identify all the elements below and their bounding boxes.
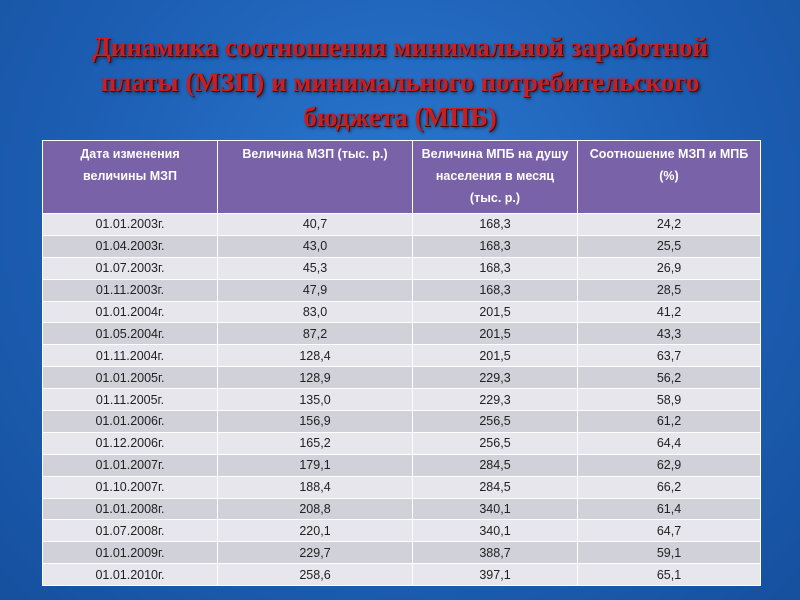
table-row xyxy=(43,279,761,301)
table-row xyxy=(43,411,761,433)
cell-mpb: 168,3 xyxy=(413,235,578,257)
cell-mpb: 168,3 xyxy=(413,214,578,236)
header-date: Дата изменения величины МЗП xyxy=(43,141,218,214)
cell-mpb: 256,5 xyxy=(413,411,578,433)
cell-mpb: 388,7 xyxy=(413,542,578,564)
cell-ratio: 64,4 xyxy=(578,432,761,454)
header-row xyxy=(43,141,761,214)
table-row xyxy=(43,345,761,367)
table-row xyxy=(43,454,761,476)
table-body xyxy=(43,214,761,586)
cell-mzp: 128,4 xyxy=(218,345,413,367)
cell-mpb: 229,3 xyxy=(413,367,578,389)
cell-mpb: 201,5 xyxy=(413,323,578,345)
table-row xyxy=(43,323,761,345)
cell-date: 01.11.2004г. xyxy=(43,345,218,367)
cell-date: 01.12.2006г. xyxy=(43,432,218,454)
cell-ratio: 63,7 xyxy=(578,345,761,367)
title-line-3: бюджета (МПБ) xyxy=(303,102,497,132)
cell-ratio: 64,7 xyxy=(578,520,761,542)
cell-date: 01.07.2003г. xyxy=(43,257,218,279)
cell-ratio: 26,9 xyxy=(578,257,761,279)
cell-mzp: 179,1 xyxy=(218,454,413,476)
header-mpb: Величина МПБ на душу населения в месяц (тыс. р.) xyxy=(413,141,578,214)
cell-ratio: 25,5 xyxy=(578,235,761,257)
cell-date: 01.01.2009г. xyxy=(43,542,218,564)
table-row xyxy=(43,476,761,498)
cell-mpb: 168,3 xyxy=(413,279,578,301)
cell-date: 01.01.2004г. xyxy=(43,301,218,323)
cell-date: 01.01.2005г. xyxy=(43,367,218,389)
cell-ratio: 66,2 xyxy=(578,476,761,498)
cell-mzp: 47,9 xyxy=(218,279,413,301)
title-line-2: платы (МЗП) и минимального потребительского xyxy=(100,67,700,97)
cell-date: 01.04.2003г. xyxy=(43,235,218,257)
table-row xyxy=(43,564,761,586)
cell-mzp: 128,9 xyxy=(218,367,413,389)
cell-mzp: 43,0 xyxy=(218,235,413,257)
cell-mpb: 340,1 xyxy=(413,498,578,520)
header-mzp: Величина МЗП (тыс. р.) xyxy=(218,141,413,214)
cell-mzp: 45,3 xyxy=(218,257,413,279)
cell-date: 01.11.2003г. xyxy=(43,279,218,301)
cell-mpb: 229,3 xyxy=(413,389,578,411)
wage-budget-table xyxy=(42,140,761,586)
table-row xyxy=(43,542,761,564)
cell-date: 01.01.2007г. xyxy=(43,454,218,476)
table-row xyxy=(43,520,761,542)
cell-mzp: 40,7 xyxy=(218,214,413,236)
cell-mzp: 87,2 xyxy=(218,323,413,345)
cell-ratio: 59,1 xyxy=(578,542,761,564)
cell-mzp: 165,2 xyxy=(218,432,413,454)
cell-date: 01.07.2008г. xyxy=(43,520,218,542)
cell-ratio: 58,9 xyxy=(578,389,761,411)
cell-mzp: 156,9 xyxy=(218,411,413,433)
title-line-1: Динамика соотношения минимальной заработной xyxy=(92,32,708,62)
cell-ratio: 41,2 xyxy=(578,301,761,323)
cell-ratio: 61,4 xyxy=(578,498,761,520)
cell-ratio: 28,5 xyxy=(578,279,761,301)
cell-date: 01.05.2004г. xyxy=(43,323,218,345)
table-row xyxy=(43,301,761,323)
table-row xyxy=(43,432,761,454)
cell-date: 01.10.2007г. xyxy=(43,476,218,498)
cell-mzp: 258,6 xyxy=(218,564,413,586)
cell-mpb: 284,5 xyxy=(413,476,578,498)
table-row xyxy=(43,257,761,279)
cell-mpb: 284,5 xyxy=(413,454,578,476)
cell-mpb: 201,5 xyxy=(413,301,578,323)
cell-mzp: 208,8 xyxy=(218,498,413,520)
cell-ratio: 65,1 xyxy=(578,564,761,586)
cell-ratio: 62,9 xyxy=(578,454,761,476)
cell-ratio: 43,3 xyxy=(578,323,761,345)
table-row xyxy=(43,498,761,520)
cell-mzp: 188,4 xyxy=(218,476,413,498)
cell-date: 01.01.2008г. xyxy=(43,498,218,520)
cell-mzp: 220,1 xyxy=(218,520,413,542)
cell-mzp: 135,0 xyxy=(218,389,413,411)
table-header xyxy=(43,141,761,214)
cell-mzp: 83,0 xyxy=(218,301,413,323)
slide-title xyxy=(60,30,740,135)
cell-date: 01.01.2010г. xyxy=(43,564,218,586)
cell-mpb: 340,1 xyxy=(413,520,578,542)
cell-mpb: 397,1 xyxy=(413,564,578,586)
cell-mzp: 229,7 xyxy=(218,542,413,564)
cell-ratio: 24,2 xyxy=(578,214,761,236)
table-row xyxy=(43,367,761,389)
table-row xyxy=(43,235,761,257)
cell-date: 01.01.2006г. xyxy=(43,411,218,433)
cell-mpb: 201,5 xyxy=(413,345,578,367)
cell-mpb: 168,3 xyxy=(413,257,578,279)
table-row xyxy=(43,214,761,236)
table-row xyxy=(43,389,761,411)
cell-date: 01.01.2003г. xyxy=(43,214,218,236)
cell-ratio: 61,2 xyxy=(578,411,761,433)
cell-mpb: 256,5 xyxy=(413,432,578,454)
cell-ratio: 56,2 xyxy=(578,367,761,389)
header-ratio: Соотношение МЗП и МПБ (%) xyxy=(578,141,761,214)
cell-date: 01.11.2005г. xyxy=(43,389,218,411)
